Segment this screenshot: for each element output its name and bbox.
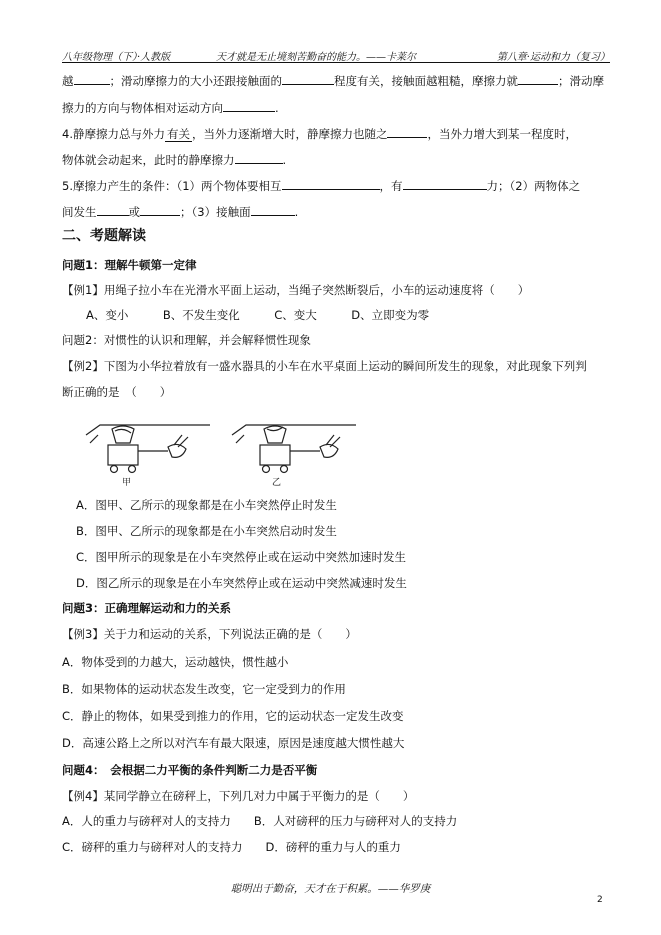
blank[interactable]	[235, 151, 283, 164]
blank[interactable]	[97, 203, 129, 216]
fill-line-1: 越 ；滑动摩擦力的大小还跟接触面的 程度有关，接触面越粗糙，摩擦力就 ；滑动摩	[62, 74, 604, 88]
example-3-stem: 【例3】关于力和运动的关系，下列说法正确的是（ ）	[62, 627, 357, 641]
filled-blank: 有关	[166, 127, 190, 141]
example-2-option-a: A．图甲、乙所示的现象都是在小车突然停止时发生	[76, 498, 337, 512]
blank[interactable]	[74, 72, 110, 85]
header-quote: 天才就是无止境刻苦勤奋的能力。——卡莱尔	[216, 52, 416, 63]
problem-4-title: 问题4： 会根据二力平衡的条件判断二力是否平衡	[62, 763, 318, 777]
blank[interactable]	[282, 177, 380, 190]
example-3-option-b: B．如果物体的运动状态发生改变，它一定受到力的作用	[62, 682, 346, 696]
blank[interactable]	[282, 72, 334, 85]
example-4-options-cd: C．磅秤的重力与磅秤对人的支持力 D．磅秤的重力与人的重力	[62, 840, 401, 854]
fill-line-4: 物体就会动起来，此时的静摩擦力 .	[62, 153, 287, 167]
header-course: 八年级物理（下）·人教版	[62, 52, 171, 63]
example-4-options-ab: A．人的重力与磅秤对人的支持力 B．人对磅秤的压力与磅秤对人的支持力	[62, 814, 458, 828]
cart-body	[108, 445, 138, 465]
blank[interactable]	[518, 72, 558, 85]
page-footer-quote: 聪明出于勤奋，天才在于积累。——华罗庚	[230, 883, 431, 895]
fill-line-2: 擦力的方向与物体相对运动方向 .	[62, 101, 279, 115]
page-header	[62, 46, 610, 63]
example-3-option-d: D．高速公路上之所以对汽车有最大限速，原因是速度越大惯性越大	[62, 736, 405, 750]
cart-body	[260, 445, 290, 465]
example-2-option-d: D．图乙所示的现象是在小车突然停止或在运动中突然减速时发生	[76, 576, 407, 590]
fill-line-3: 4.静摩擦力总与外力 有关 ，当外力逐渐增大时，静摩擦力也随之 ，当外力增大到某一程度时，	[62, 127, 577, 141]
fill-line-5: 5.摩擦力产生的条件：（1）两个物体要相互 ，有 力；（2）两物体之	[62, 179, 581, 193]
blank[interactable]	[387, 125, 427, 138]
page-number: 2	[597, 895, 603, 905]
example-4-stem: 【例4】某同学静立在磅秤上，下列几对力中属于平衡力的是（ ）	[62, 789, 415, 803]
example-1-options: A、变小 B、不发生变化 C、变大 D、立即变为零	[86, 308, 430, 322]
example-2-stem-line-2: 断正确的是 （ ）	[62, 385, 172, 399]
blank[interactable]	[251, 203, 295, 216]
example-1-stem: 【例1】用绳子拉小车在光滑水平面上运动，当绳子突然断裂后，小车的运动速度将（ ）	[62, 283, 530, 297]
example-2-stem-line-1: 【例2】下图为小华拉着放有一盛水器具的小车在水平桌面上运动的瞬间所发生的现象，对此现象下列判	[62, 359, 587, 373]
problem-1-title: 问题1：理解牛顿第一定律	[62, 258, 197, 272]
blank[interactable]	[223, 99, 275, 112]
header-chapter: 第八章·运动和力（复习）	[496, 52, 610, 63]
problem-2-title: 问题2：对惯性的认识和理解，并会解释惯性现象	[62, 333, 311, 347]
example-2-figure	[82, 421, 392, 487]
figure-label-b: 乙	[272, 478, 282, 488]
figure-label-a: 甲	[122, 478, 132, 488]
example-2-option-c: C．图甲所示的现象是在小车突然停止或在运动中突然加速时发生	[76, 550, 407, 564]
problem-3-title: 问题3：正确理解运动和力的关系	[62, 601, 231, 615]
example-2-option-b: B．图甲、乙所示的现象都是在小车突然启动时发生	[76, 524, 337, 538]
example-3-option-a: A．物体受到的力越大，运动越快，惯性越小	[62, 655, 289, 669]
section-title: 二、考题解读	[62, 228, 146, 244]
blank[interactable]	[140, 203, 180, 216]
fill-line-6: 间发生 或 ；（3）接触面 .	[62, 205, 299, 219]
blank[interactable]	[403, 177, 487, 190]
example-3-option-c: C．静止的物体，如果受到推力的作用，它的运动状态一定发生改变	[62, 709, 404, 723]
